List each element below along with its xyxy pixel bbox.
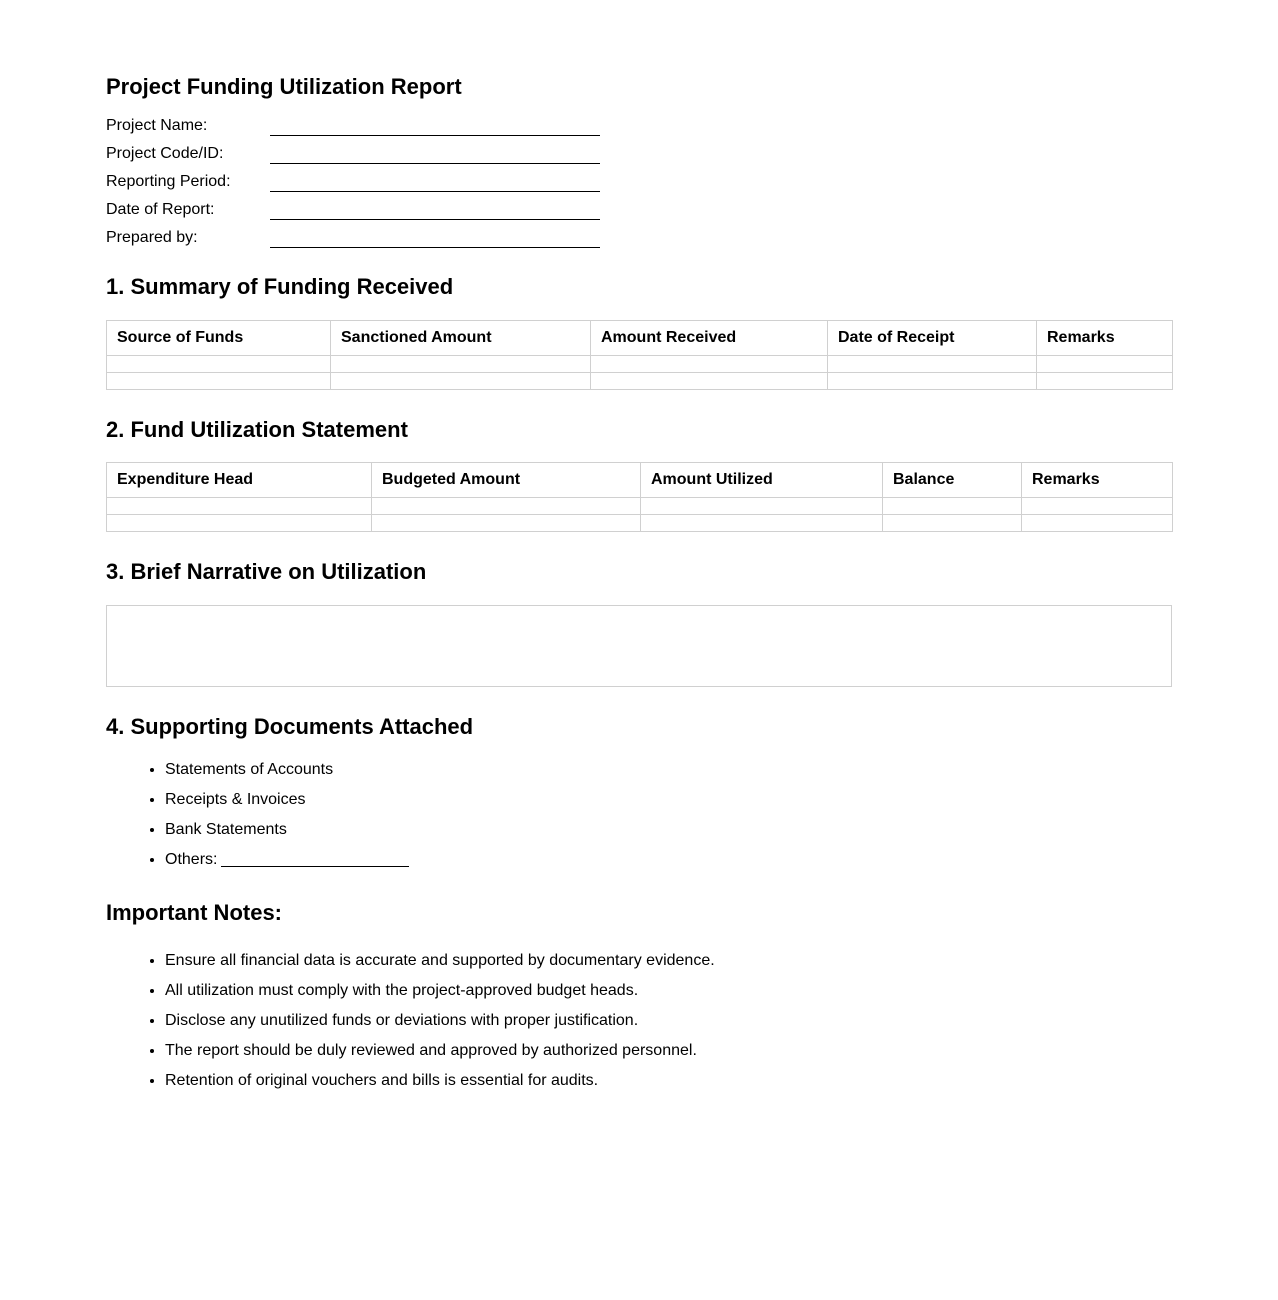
table-cell[interactable] — [372, 515, 641, 532]
list-item — [165, 946, 715, 976]
table-header-row — [107, 321, 1173, 356]
funding-received-table — [106, 320, 1173, 390]
others-blank-line[interactable] — [221, 866, 409, 867]
reporting-period-label: Reporting Period: — [106, 173, 231, 190]
section4-heading: 4. Supporting Documents Attached — [106, 714, 474, 739]
table-cell[interactable] — [1022, 515, 1173, 532]
column-header: Sanctioned Amount — [331, 321, 591, 356]
project-name-line[interactable] — [270, 135, 600, 136]
table-cell[interactable] — [1022, 498, 1173, 515]
important-notes-heading: Important Notes: — [106, 900, 282, 925]
list-item — [165, 1036, 715, 1066]
prepared-by-field — [106, 228, 606, 248]
column-header: Balance — [883, 463, 1022, 498]
prepared-by-label: Prepared by: — [106, 229, 198, 246]
column-header: Remarks — [1037, 321, 1173, 356]
note-text: All utilization must comply with the project-approved budget heads. — [165, 982, 639, 999]
date-of-report-field — [106, 200, 606, 220]
table-cell[interactable] — [372, 498, 641, 515]
table-cell[interactable] — [591, 373, 828, 390]
table-cell[interactable] — [591, 356, 828, 373]
table-cell[interactable] — [828, 356, 1037, 373]
project-name-field — [106, 116, 606, 136]
list-item — [165, 785, 409, 815]
reporting-period-field — [106, 172, 606, 192]
reporting-period-line[interactable] — [270, 191, 600, 192]
table-row — [107, 498, 1173, 515]
list-item — [165, 976, 715, 1006]
project-name-label: Project Name: — [106, 117, 208, 134]
table-cell[interactable] — [883, 498, 1022, 515]
table-cell[interactable] — [1037, 373, 1173, 390]
note-text: The report should be duly reviewed and approved by authorized personnel. — [165, 1042, 697, 1059]
table-cell[interactable] — [641, 498, 883, 515]
list-item-label: Statements of Accounts — [165, 761, 334, 778]
prepared-by-line[interactable] — [270, 247, 600, 248]
others-label: Others: — [165, 851, 218, 868]
table-cell[interactable] — [107, 373, 331, 390]
list-item — [165, 755, 409, 785]
section2-heading: 2. Fund Utilization Statement — [106, 417, 408, 442]
table-header-row — [107, 463, 1173, 498]
list-item — [165, 1006, 715, 1036]
table-cell[interactable] — [107, 498, 372, 515]
narrative-box[interactable] — [106, 605, 1172, 687]
column-header: Date of Receipt — [828, 321, 1037, 356]
section1-heading: 1. Summary of Funding Received — [106, 274, 454, 299]
date-of-report-line[interactable] — [270, 219, 600, 220]
table-cell[interactable] — [331, 356, 591, 373]
fund-utilization-table — [106, 462, 1173, 532]
table-cell[interactable] — [107, 515, 372, 532]
supporting-documents-list — [106, 755, 409, 875]
project-code-label: Project Code/ID: — [106, 145, 224, 162]
section3-heading: 3. Brief Narrative on Utilization — [106, 559, 427, 584]
table-cell[interactable] — [331, 373, 591, 390]
column-header: Source of Funds — [107, 321, 331, 356]
column-header: Amount Utilized — [641, 463, 883, 498]
column-header: Budgeted Amount — [372, 463, 641, 498]
list-item — [165, 815, 409, 845]
table-cell[interactable] — [883, 515, 1022, 532]
column-header: Amount Received — [591, 321, 828, 356]
table-cell[interactable] — [1037, 356, 1173, 373]
column-header: Remarks — [1022, 463, 1173, 498]
table-row — [107, 356, 1173, 373]
project-code-line[interactable] — [270, 163, 600, 164]
list-item-label: Receipts & Invoices — [165, 791, 306, 808]
table-cell[interactable] — [641, 515, 883, 532]
report-title: Project Funding Utilization Report — [106, 74, 462, 99]
table-row — [107, 373, 1173, 390]
important-notes-list — [106, 946, 715, 1096]
list-item-label: Bank Statements — [165, 821, 287, 838]
project-code-field — [106, 144, 606, 164]
note-text: Ensure all financial data is accurate and supported by documentary evidence. — [165, 952, 715, 969]
table-cell[interactable] — [828, 373, 1037, 390]
note-text: Disclose any unutilized funds or deviations with proper justification. — [165, 1012, 639, 1029]
date-of-report-label: Date of Report: — [106, 201, 215, 218]
note-text: Retention of original vouchers and bills is essential for audits. — [165, 1072, 599, 1089]
table-cell[interactable] — [107, 356, 331, 373]
table-row — [107, 515, 1173, 532]
column-header: Expenditure Head — [107, 463, 372, 498]
list-item — [165, 1066, 715, 1096]
list-item — [165, 845, 409, 875]
